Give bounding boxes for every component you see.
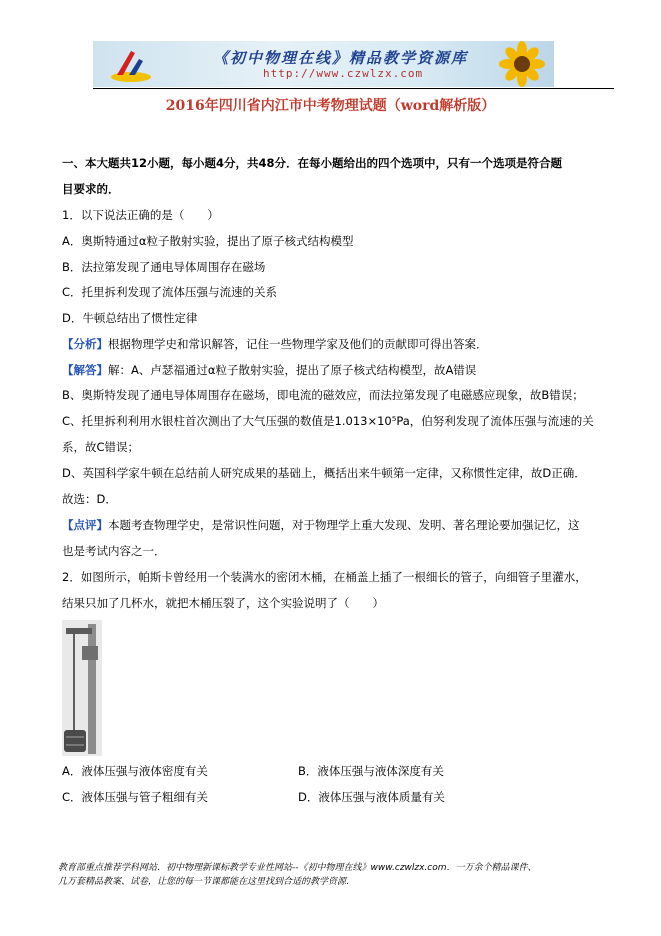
banner-title: 《初中物理在线》精品教学资源库 xyxy=(213,49,469,67)
answer-tag: 【解答】 xyxy=(62,363,108,377)
q1-comment-line-1 xyxy=(62,520,580,532)
q1-answer-line-6: 故选：D． xyxy=(62,492,117,506)
section-heading-line-2: 目要求的． xyxy=(62,182,120,196)
comment-tag: 【点评】 xyxy=(62,518,108,532)
q1-analysis xyxy=(62,339,488,351)
q2-option-b: B．液体压强与液体深度有关 xyxy=(298,764,444,778)
q1-answer-line-4: 系，故C错误； xyxy=(62,440,140,454)
header-divider xyxy=(93,88,614,89)
footer-line-2: 几万套精品教案、试卷，让您的每一节课都能在这里找到合适的教学资源． xyxy=(58,877,356,887)
q1-option-d: D．牛顿总结出了惯性定律 xyxy=(62,311,198,325)
banner-url: http://www.czwlzx.com xyxy=(263,67,424,80)
q2-stem-line-2: 结果只加了几杯水，就把木桶压裂了，这个实验说明了（ ） xyxy=(62,596,384,610)
section-heading-line-1: 一、本大题共12小题，每小题4分，共48分．在每小题给出的四个选项中，只有一个选项是符合题 xyxy=(62,156,563,170)
sunflower-icon xyxy=(494,41,550,87)
q1-option-a: A．奥斯特通过α粒子散射实验，提出了原子核式结构模型 xyxy=(62,234,354,248)
q2-option-a: A．液体压强与液体密度有关 xyxy=(62,764,208,778)
analysis-tag: 【分析】 xyxy=(62,337,108,351)
q1-option-c: C．托里拆利发现了流体压强与流速的关系 xyxy=(62,285,278,299)
q1-answer-line-3: C、托里拆利利用水银柱首次测出了大气压强的数值是1.013×10⁵Pa，伯努利发现了流体压强与流速的关 xyxy=(62,414,594,428)
q1-answer-line-2: B、奥斯特发现了通电导体周围存在磁场，即电流的磁效应，而法拉第发现了电磁感应现象，故B错误； xyxy=(62,388,584,402)
q1-option-b: B．法拉第发现了通电导体周围存在磁场 xyxy=(62,260,266,274)
footer-line-1: 教育部重点推荐学科网站．初中物理新课标教学专业性网站--《初中物理在线》www.czwlzx.com．一万余个精品课件、 xyxy=(58,863,537,873)
q2-option-c: C．液体压强与管子粗细有关 xyxy=(62,790,209,804)
q2-stem-line-1: 2．如图所示，帕斯卡曾经用一个装满水的密闭木桶，在桶盖上插了一根细长的管子，向细管子里灌水， xyxy=(62,570,587,584)
comment-text-1: 本题考查物理学史，是常识性问题，对于物理学上重大发现、发明、著名理论要加强记忆，这 xyxy=(108,518,580,532)
q2-option-d: D．液体压强与液体质量有关 xyxy=(298,790,445,804)
q1-answer-line-1 xyxy=(62,365,476,377)
analysis-text: 根据物理学史和常识解答，记住一些物理学家及他们的贡献即可得出答案． xyxy=(108,337,488,351)
q1-stem: 1．以下说法正确的是（ ） xyxy=(62,208,219,222)
q1-comment-line-2: 也是考试内容之一． xyxy=(62,544,166,558)
document-title: 2016年四川省内江市中考物理试题（word解析版） xyxy=(165,98,496,114)
pascal-barrel-figure xyxy=(62,620,102,756)
header-banner xyxy=(93,41,554,87)
site-logo-icon xyxy=(109,47,153,83)
q1-answer-line-5: D、英国科学家牛顿在总结前人研究成果的基础上，概括出来牛顿第一定律，又称惯性定律，故D正确． xyxy=(62,466,586,480)
answer-text-1: 解：A、卢瑟福通过α粒子散射实验，提出了原子核式结构模型，故A错误 xyxy=(108,363,477,377)
